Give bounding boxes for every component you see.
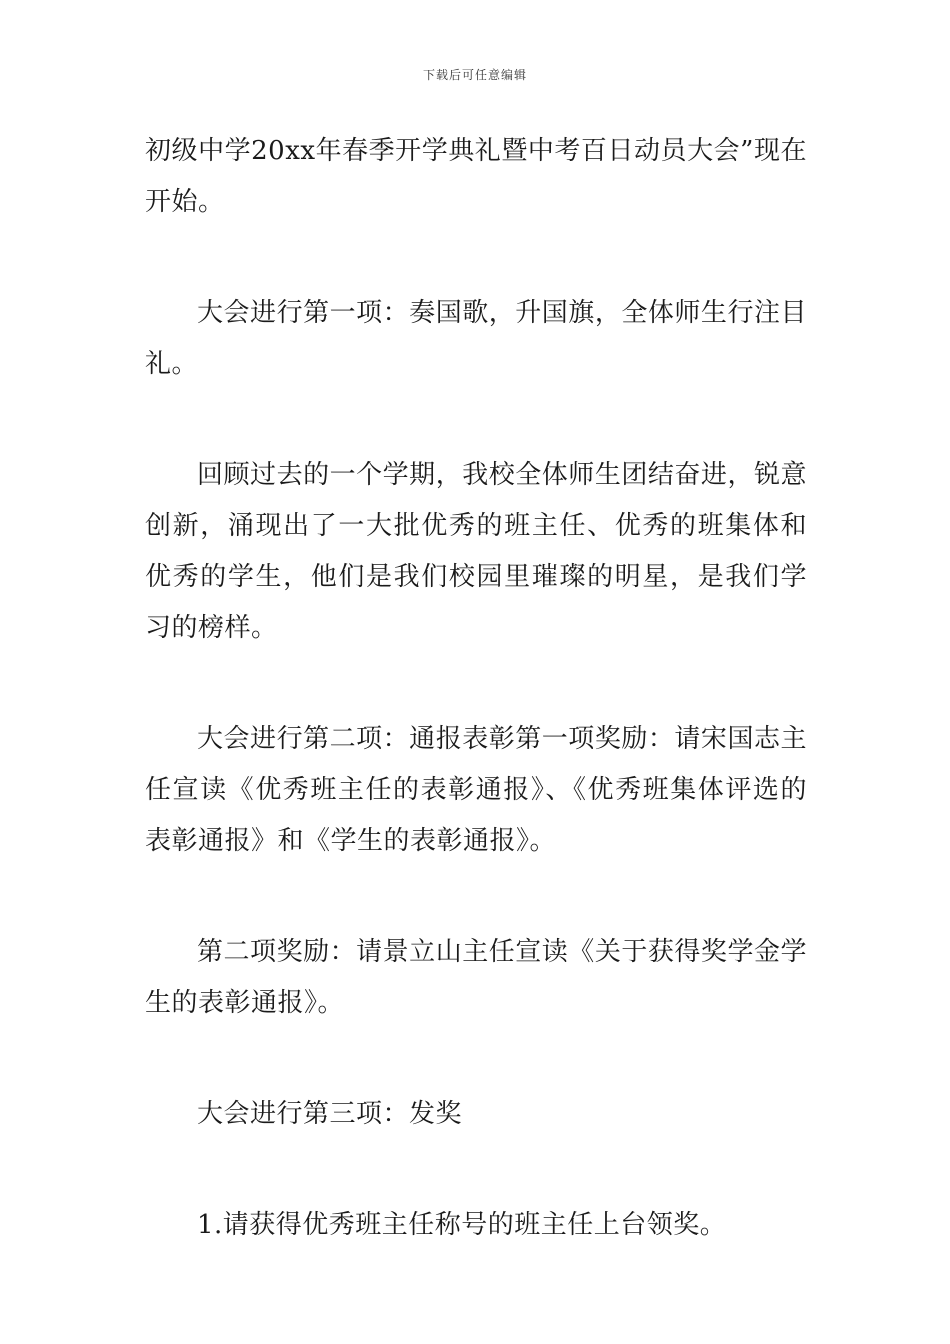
paragraph-item-three: 大会进行第三项：发奖 xyxy=(197,1099,463,1129)
paragraph-opening: 初级中学20xx年春季开学典礼暨中考百日动员大会”现在开始。 xyxy=(145,136,807,217)
paragraph-review: 回顾过去的一个学期，我校全体师生团结奋进，锐意创新，涌现出了一大批优秀的班主任、优秀的班集体和优秀的学生，他们是我们校园里璀璨的明星，是我们学习的榜样。 xyxy=(145,460,807,643)
page-header-note: 下载后可任意编辑 xyxy=(422,68,527,82)
document-body xyxy=(145,126,807,1251)
paragraph-item-one: 大会进行第一项：奏国歌，升国旗，全体师生行注目礼。 xyxy=(145,298,807,379)
paragraph-second-award: 第二项奖励：请景立山主任宣读《关于获得奖学金学生的表彰通报》。 xyxy=(145,937,807,1018)
paragraph-award-step-one: 1.请获得优秀班主任称号的班主任上台领奖。 xyxy=(197,1210,727,1240)
paragraph-item-two: 大会进行第二项：通报表彰第一项奖励：请宋国志主任宣读《优秀班主任的表彰通报》、《优秀班集体评选的表彰通报》和《学生的表彰通报》。 xyxy=(145,724,807,856)
